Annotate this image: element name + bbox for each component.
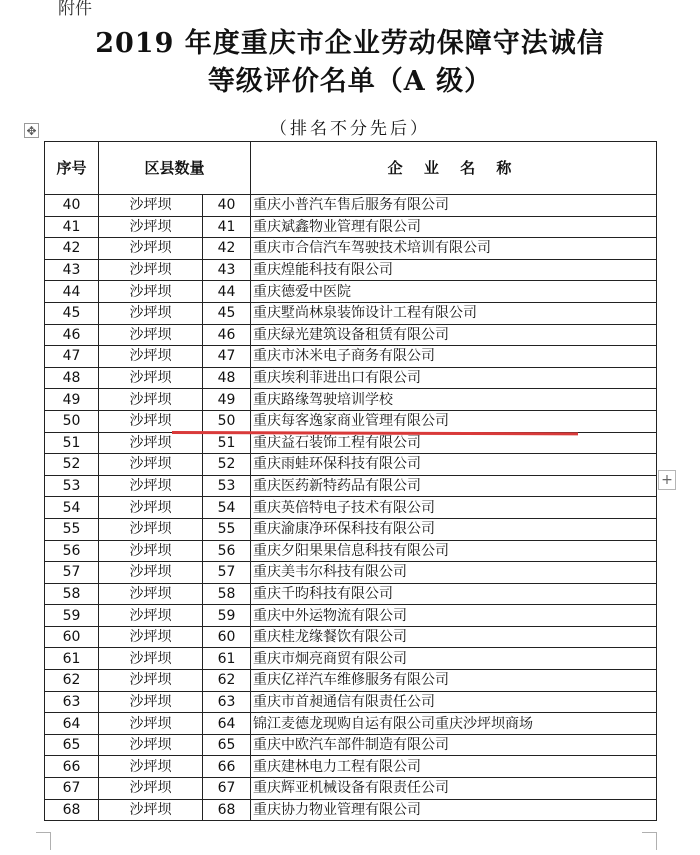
table-row [45,195,657,217]
district-cell: 沙坪坝 [99,454,203,476]
table-body [45,195,657,821]
district-cell: 沙坪坝 [99,734,203,756]
table-row [45,475,657,497]
company-name: 重庆英倍特电子技术有限公司 [251,497,657,519]
company-name: 重庆建林电力工程有限公司 [251,756,657,778]
company-name: 重庆益石装饰工程有限公司 [251,432,657,454]
district-cell: 沙坪坝 [99,778,203,800]
district-cell: 沙坪坝 [99,216,203,238]
table-row [45,302,657,324]
district-count: 52 [203,454,251,476]
district-cell: 沙坪坝 [99,432,203,454]
district-count: 60 [203,626,251,648]
row-number: 59 [45,605,99,627]
district-cell: 沙坪坝 [99,648,203,670]
page-subtitle: （排名不分先后） [270,119,430,139]
district-cell: 沙坪坝 [99,475,203,497]
table-row [45,281,657,303]
company-name: 重庆埃利菲进出口有限公司 [251,367,657,389]
district-cell: 沙坪坝 [99,346,203,368]
district-count: 61 [203,648,251,670]
row-number: 49 [45,389,99,411]
row-number: 58 [45,583,99,605]
row-number: 53 [45,475,99,497]
company-name: 重庆协力物业管理有限公司 [251,799,657,821]
district-cell: 沙坪坝 [99,389,203,411]
district-cell: 沙坪坝 [99,302,203,324]
company-name: 重庆中欧汽车部件制造有限公司 [251,734,657,756]
table-row [45,518,657,540]
district-count: 44 [203,281,251,303]
company-name: 重庆雨蛙环保科技有限公司 [251,454,657,476]
table-row [45,454,657,476]
district-count: 47 [203,346,251,368]
table-row [45,346,657,368]
table-row [45,540,657,562]
header-no: 序号 [45,142,99,195]
district-cell: 沙坪坝 [99,324,203,346]
district-cell: 沙坪坝 [99,799,203,821]
company-name: 重庆绿光建筑设备租赁有限公司 [251,324,657,346]
company-name: 重庆医药新特药品有限公司 [251,475,657,497]
company-name: 重庆桂龙缘餐饮有限公司 [251,626,657,648]
district-cell: 沙坪坝 [99,367,203,389]
table-row [45,691,657,713]
district-count: 55 [203,518,251,540]
table-row [45,605,657,627]
table-row [45,562,657,584]
row-number: 68 [45,799,99,821]
district-count: 51 [203,432,251,454]
district-count: 41 [203,216,251,238]
company-name: 重庆市合信汽车驾驶技术培训有限公司 [251,238,657,260]
row-number: 40 [45,195,99,217]
row-number: 60 [45,626,99,648]
company-name: 重庆夕阳果果信息科技有限公司 [251,540,657,562]
district-count: 57 [203,562,251,584]
district-cell: 沙坪坝 [99,713,203,735]
company-name: 重庆渝康净环保科技有限公司 [251,518,657,540]
table-row [45,778,657,800]
company-name: 重庆市沐米电子商务有限公司 [251,346,657,368]
district-cell: 沙坪坝 [99,562,203,584]
company-table [44,141,657,821]
company-name: 重庆小普汽车售后服务有限公司 [251,195,657,217]
company-name: 重庆路缘驾驶培训学校 [251,389,657,411]
row-number: 47 [45,346,99,368]
company-name: 重庆美韦尔科技有限公司 [251,562,657,584]
page-corner-mark [50,832,51,850]
company-name: 重庆中外运物流有限公司 [251,605,657,627]
district-count: 59 [203,605,251,627]
company-name: 重庆每客逸家商业管理有限公司 [251,410,657,432]
district-count: 63 [203,691,251,713]
table-row [45,497,657,519]
row-number: 55 [45,518,99,540]
row-number: 65 [45,734,99,756]
row-number: 56 [45,540,99,562]
district-count: 42 [203,238,251,260]
district-count: 50 [203,410,251,432]
district-count: 56 [203,540,251,562]
row-number: 51 [45,432,99,454]
district-count: 40 [203,195,251,217]
district-count: 49 [203,389,251,411]
district-cell: 沙坪坝 [99,540,203,562]
table-row [45,756,657,778]
table-row [45,389,657,411]
table-row [45,713,657,735]
table-header-row [45,142,657,195]
row-number: 42 [45,238,99,260]
table-row [45,259,657,281]
row-number: 67 [45,778,99,800]
row-number: 57 [45,562,99,584]
district-count: 48 [203,367,251,389]
district-count: 64 [203,713,251,735]
district-count: 66 [203,756,251,778]
district-cell: 沙坪坝 [99,195,203,217]
table-row [45,410,657,432]
district-cell: 沙坪坝 [99,497,203,519]
company-name: 锦江麦德龙现购自运有限公司重庆沙坪坝商场 [251,713,657,735]
district-count: 62 [203,670,251,692]
company-name: 重庆市炯亮商贸有限公司 [251,648,657,670]
district-count: 65 [203,734,251,756]
district-count: 53 [203,475,251,497]
row-number: 50 [45,410,99,432]
company-name: 重庆斌鑫物业管理有限公司 [251,216,657,238]
company-name: 重庆德爱中医院 [251,281,657,303]
plus-icon[interactable]: + [658,470,676,490]
table-row [45,583,657,605]
district-cell: 沙坪坝 [99,626,203,648]
district-cell: 沙坪坝 [99,605,203,627]
district-cell: 沙坪坝 [99,281,203,303]
header-company-name: 企 业 名 称 [251,142,657,195]
district-count: 68 [203,799,251,821]
table-row [45,799,657,821]
row-number: 52 [45,454,99,476]
row-number: 62 [45,670,99,692]
district-count: 45 [203,302,251,324]
header-district: 区县数量 [99,142,251,195]
district-cell: 沙坪坝 [99,410,203,432]
company-name: 重庆辉亚机械设备有限责任公司 [251,778,657,800]
page-corner-mark [36,832,50,847]
table-row [45,670,657,692]
row-number: 61 [45,648,99,670]
page-title: 2019 年度重庆市企业劳动保障守法诚信 [95,28,605,59]
district-count: 43 [203,259,251,281]
table-row [45,626,657,648]
district-cell: 沙坪坝 [99,238,203,260]
table-row [45,238,657,260]
district-cell: 沙坪坝 [99,756,203,778]
row-number: 44 [45,281,99,303]
row-number: 43 [45,259,99,281]
table-row [45,324,657,346]
page-corner-mark [642,832,656,847]
district-count: 54 [203,497,251,519]
table-row [45,367,657,389]
district-count: 58 [203,583,251,605]
row-number: 64 [45,713,99,735]
row-number: 46 [45,324,99,346]
table-row [45,648,657,670]
district-cell: 沙坪坝 [99,518,203,540]
company-name: 重庆亿祥汽车维修服务有限公司 [251,670,657,692]
page-title-line2: 等级评价名单（A 级） [207,66,493,97]
attachment-label: 附件 [58,0,92,19]
page-corner-mark [656,832,657,850]
company-name: 重庆千昀科技有限公司 [251,583,657,605]
district-count: 67 [203,778,251,800]
row-number: 41 [45,216,99,238]
district-cell: 沙坪坝 [99,691,203,713]
table-row [45,734,657,756]
row-number: 54 [45,497,99,519]
row-number: 48 [45,367,99,389]
company-name: 重庆煌能科技有限公司 [251,259,657,281]
row-number: 66 [45,756,99,778]
company-table-wrapper [44,141,657,821]
company-name: 重庆墅尚林泉装饰设计工程有限公司 [251,302,657,324]
row-number: 45 [45,302,99,324]
district-cell: 沙坪坝 [99,259,203,281]
table-row [45,216,657,238]
row-number: 63 [45,691,99,713]
district-cell: 沙坪坝 [99,583,203,605]
district-count: 46 [203,324,251,346]
company-name: 重庆市首昶通信有限责任公司 [251,691,657,713]
district-cell: 沙坪坝 [99,670,203,692]
move-handle-icon[interactable]: ✥ [24,123,39,138]
